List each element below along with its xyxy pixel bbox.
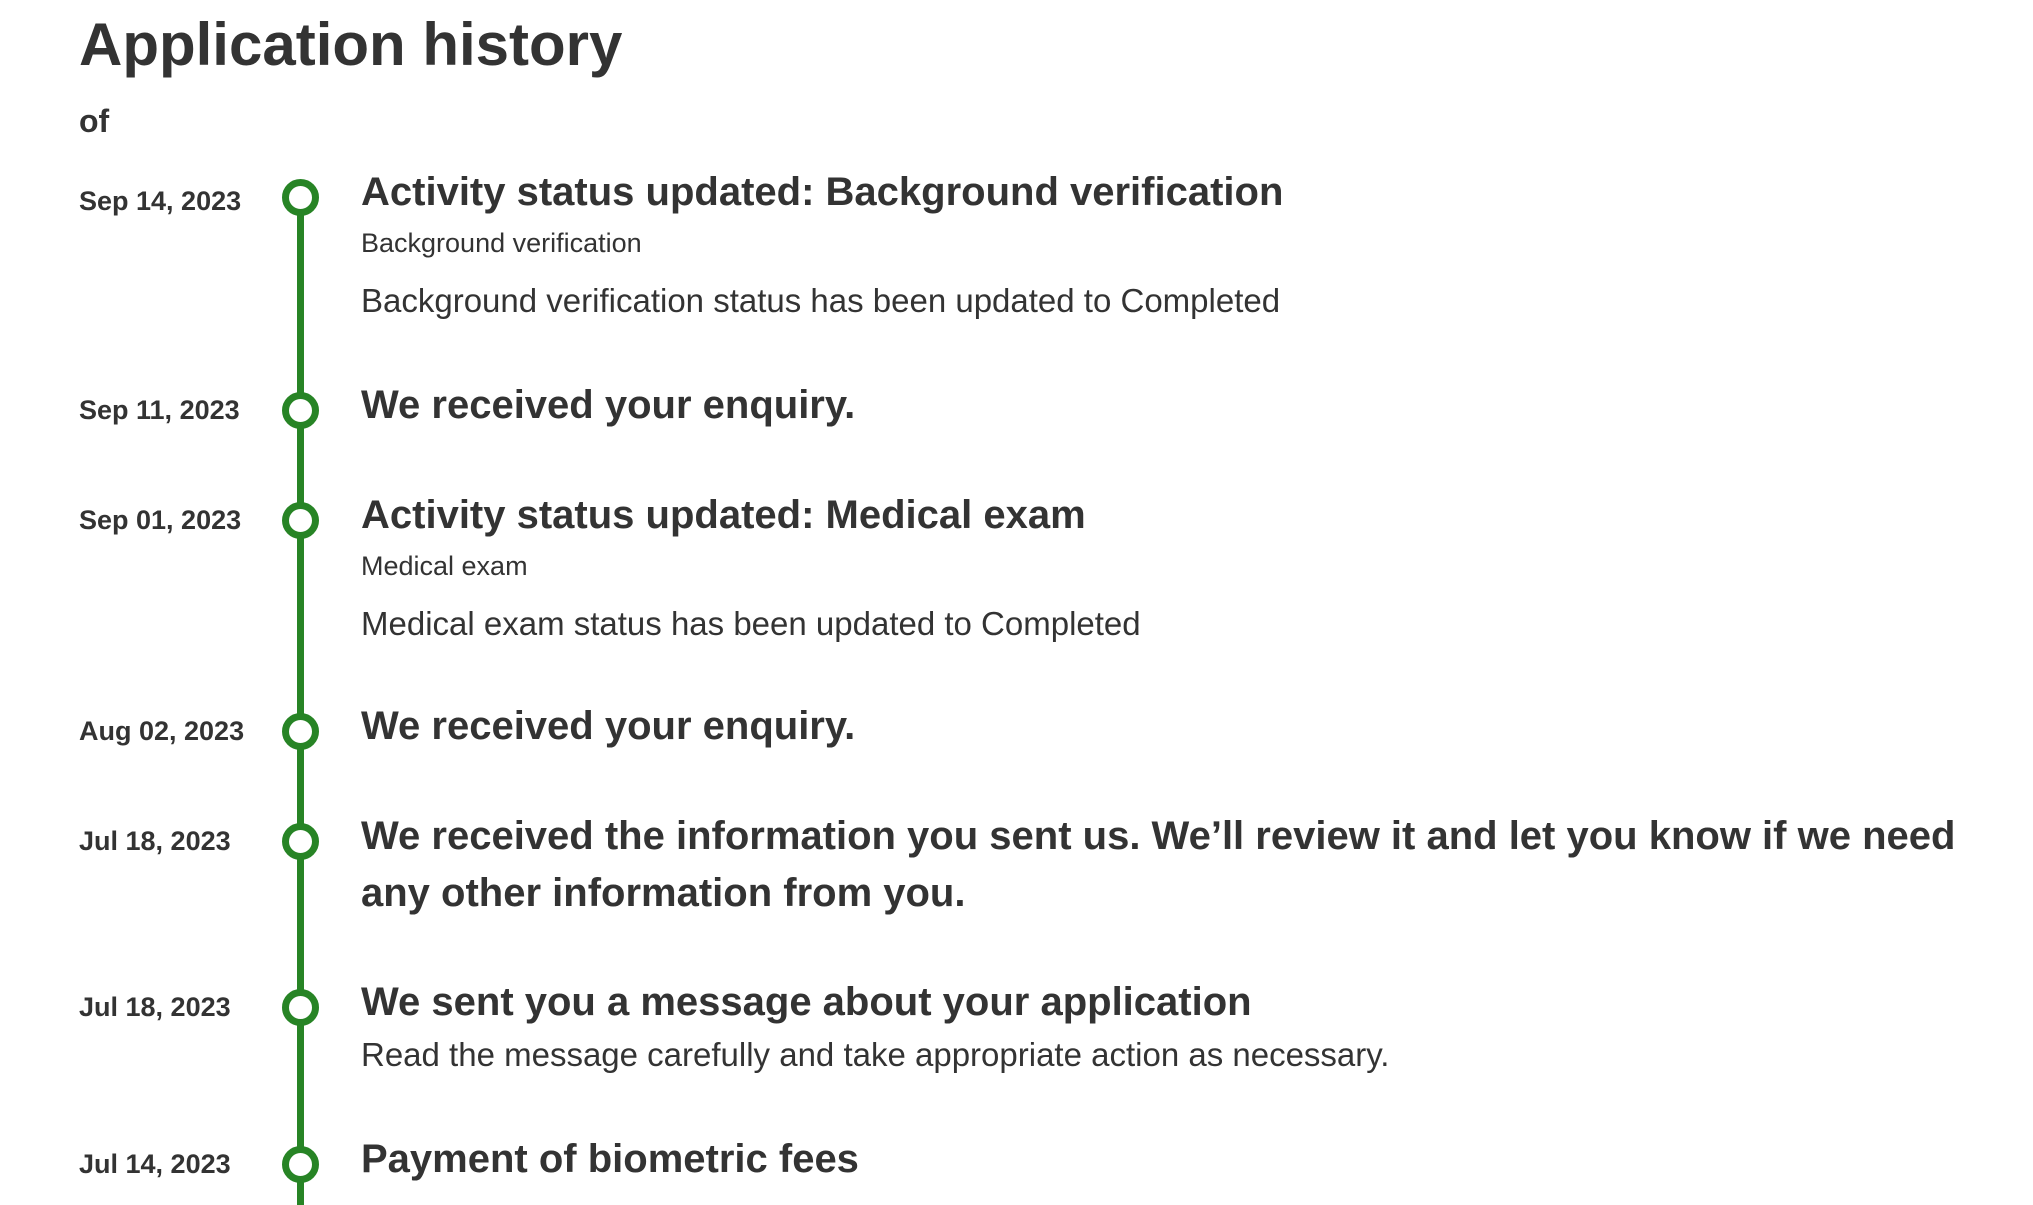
event-description: Background verification status has been updated to Completed (361, 282, 1281, 320)
event-title: Activity status updated: Medical exam (361, 493, 1086, 537)
timeline-marker-icon (282, 713, 319, 750)
event-body (361, 1131, 2033, 1188)
event-title: We sent you a message about your application (361, 980, 1252, 1024)
event-date: Aug 02, 2023 (79, 716, 245, 746)
event-date: Jul 18, 2023 (79, 826, 231, 856)
event-date: Sep 14, 2023 (79, 186, 242, 216)
timeline-marker-icon (282, 392, 319, 429)
event-body (361, 377, 2033, 434)
page-subtitle: of (79, 103, 110, 139)
event-title: Payment of biometric fees (361, 1137, 859, 1181)
event-body (361, 164, 2033, 321)
event-title: Activity status updated: Background verification (361, 170, 1284, 214)
event-body (361, 974, 2033, 1075)
event-description: Read the message carefully and take appropriate action as necessary. (361, 1036, 1390, 1073)
timeline-marker-icon (282, 1146, 319, 1183)
event-description: Medical exam status has been updated to Completed (361, 605, 1141, 643)
event-date: Sep 11, 2023 (79, 395, 240, 425)
timeline-line (297, 195, 304, 1205)
event-body (361, 487, 2033, 644)
event-title: We received your enquiry. (361, 704, 856, 748)
timeline-marker-icon (282, 989, 319, 1026)
event-body (361, 698, 2033, 755)
event-date: Jul 14, 2023 (79, 1149, 231, 1179)
timeline-marker-icon (282, 823, 319, 860)
event-body (361, 808, 2033, 922)
event-date: Jul 18, 2023 (79, 992, 231, 1022)
event-title: We received your enquiry. (361, 383, 856, 427)
event-title-line: We received the information you sent us. We’ll review it and let you know if we need (361, 814, 1956, 858)
timeline-marker-icon (282, 502, 319, 539)
event-subtitle: Background verification (361, 228, 642, 258)
timeline-marker-icon (282, 179, 319, 216)
event-date: Sep 01, 2023 (79, 505, 242, 535)
event-title (361, 808, 2033, 922)
event-title-line: any other information from you. (361, 871, 966, 915)
page-title: Application history (79, 11, 623, 78)
event-subtitle: Medical exam (361, 551, 528, 581)
